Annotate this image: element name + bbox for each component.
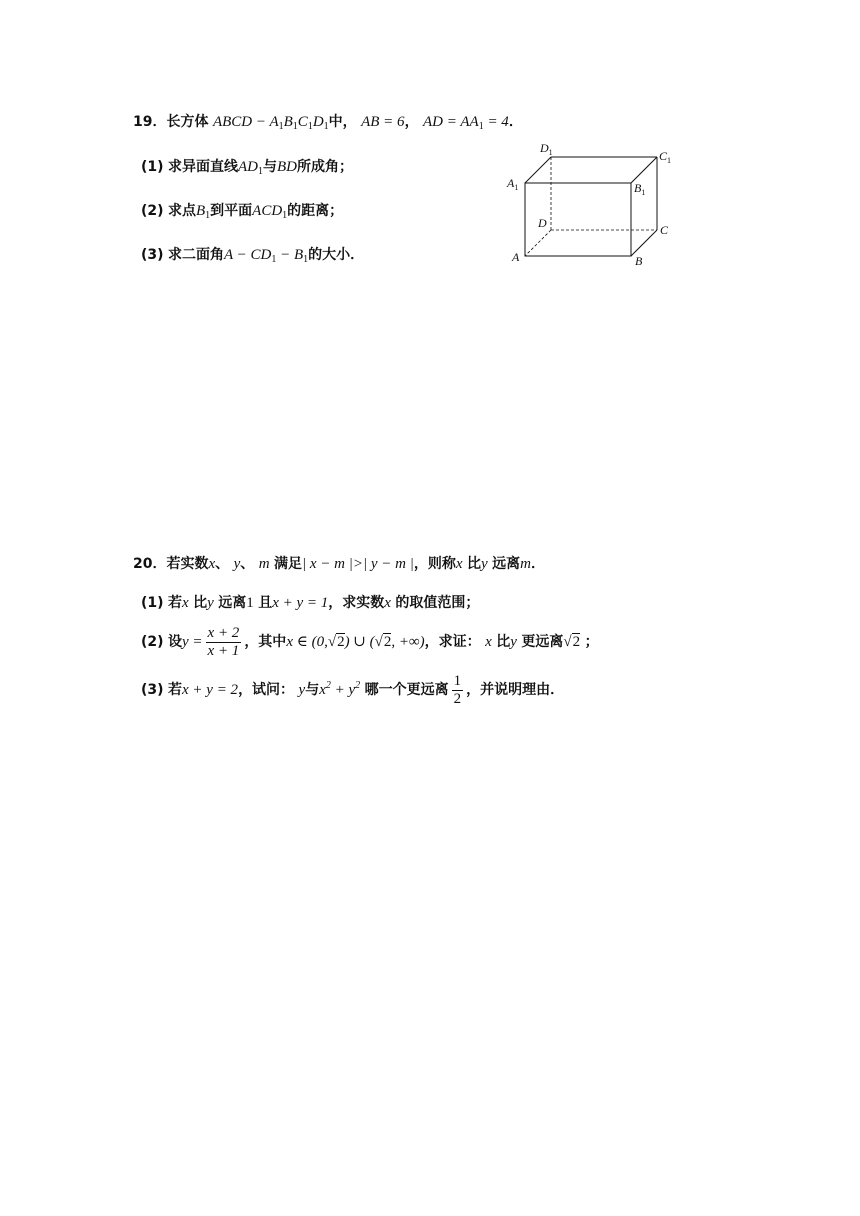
q19-number: 19． — [133, 114, 167, 130]
edge-c1-b1 — [631, 157, 657, 183]
edge-a1-d1 — [525, 157, 551, 183]
fraction-one-half: $\frac{1}{2}$ — [453, 672, 462, 707]
label-b1: $B_1$ — [634, 181, 646, 197]
edge-c-b — [631, 230, 657, 256]
label-d1: $D_1$ — [540, 141, 553, 157]
q19-stem: 19．长方体 ABCD − $A_1B_1C_1D_1$中， AB = 6， AD = $AA_1 = 4$． — [133, 114, 523, 132]
label-a1: $A_1$ — [507, 176, 519, 192]
q20-part-3: (3) 若x + y = 2，试问： y与$x^2 + y^2$ 哪一个更远离 $\frac{1}{2}$ ，并说明理由． — [141, 672, 565, 707]
label-c: C — [660, 223, 669, 237]
q19-part-1: (1) 求异面直线$AD_1$与BD所成角； — [141, 159, 353, 177]
cuboid-figure — [500, 136, 690, 271]
label-d: D — [538, 216, 547, 230]
q20-stem: 20．若实数x、 y、 m 满足| x − m |>| y − m |，则称x 比y 远离m． — [133, 556, 545, 572]
label-b: B — [635, 254, 643, 268]
q20-number: 20． — [133, 556, 167, 572]
fraction-x-plus-2-over-x-plus-1: $\frac{x + 2}{x + 1}$ — [207, 624, 240, 659]
q20-part-1: (1) 若x 比y 远离1 且x + y = 1，求实数x 的取值范围； — [141, 595, 480, 611]
q19-part-3: (3) 求二面角$A - CD_1 - B_1$的大小． — [141, 247, 365, 265]
label-a: A — [512, 250, 520, 264]
q19-part-2: (2) 求点$B_1$到平面$ACD_1$的距离； — [141, 203, 344, 221]
q20-part-2: (2) 设y = $\frac{x + 2}{x + 1}$ ，其中x ∈ (0,√2) ∪ (√2, +∞)，求证： x 比y 更远离√2 ； — [141, 624, 599, 659]
hidden-edge-d-a — [525, 230, 551, 256]
label-c1: $C_1$ — [659, 149, 672, 165]
